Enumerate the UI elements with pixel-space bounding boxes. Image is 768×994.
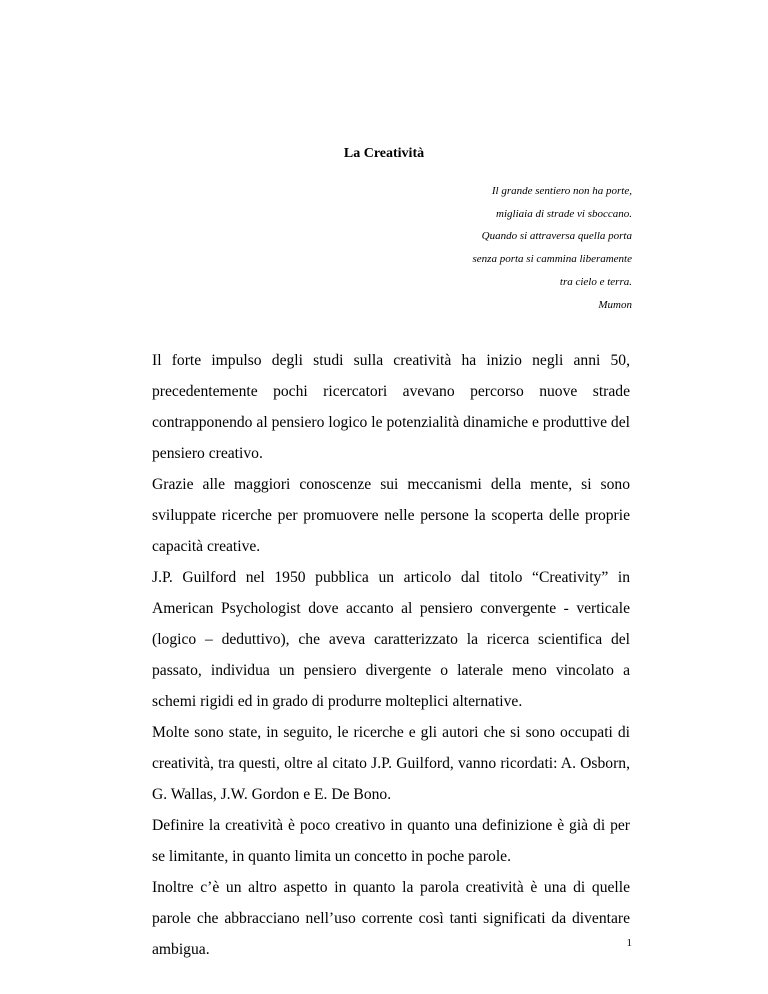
epigraph-line: Il grande sentiero non ha porte,	[491, 185, 632, 197]
paragraph-text: contrapponendo al pensiero logico le potenzialità dinamiche e produttive del pensiero creativo.	[152, 414, 630, 462]
epigraph-line: senza porta si cammina liberamente	[472, 253, 632, 266]
epigraph-line: migliaia di strade vi sboccano.	[496, 207, 632, 220]
paragraph-line: Il forte impulso degli studi sulla creatività ha inizio negli anni 50,	[152, 352, 630, 369]
paragraph: Molte sono state, in seguito, le ricerche e gli autori che si sono occupati di creatività, tra questi, oltre al citato J.P. Guilford, vanno ricordati: A. Osborn, G. Wallas, J.W. Gordon e E. De Bono.	[152, 724, 630, 803]
epigraph-line: Quando si attraversa quella porta	[481, 230, 632, 243]
page-number: 1	[626, 937, 632, 949]
paragraph: Definire la creatività è poco creativo in quanto una definizione è già di per se limitante, in quanto limita un concetto in poche parole.	[152, 817, 630, 865]
epigraph	[332, 180, 632, 316]
body-text	[152, 345, 630, 965]
paragraph-line: precedentemente pochi ricercatori avevano percorso nuove strade	[152, 383, 630, 400]
paragraph: Grazie alle maggiori conoscenze sui meccanismi della mente, si sono sviluppate ricerche per promuovere nelle persone la scoperta delle proprie capacità creative.	[152, 476, 630, 555]
document-title: La Creatività	[343, 146, 425, 161]
paragraph	[152, 345, 630, 469]
paragraph: J.P. Guilford nel 1950 pubblica un articolo dal titolo “Creativity” in American Psychologist dove accanto al pensiero convergente - verticale (logico – deduttivo), che aveva caratterizzato la ricerca scientifica del passato, individua un pensiero divergente o laterale meno vincolato a schemi rigidi ed in grado di produrre molteplici alternative.	[152, 569, 630, 710]
epigraph-author: Mumon	[598, 298, 632, 311]
epigraph-line: tra cielo e terra.	[559, 275, 632, 288]
paragraph: Inoltre c’è un altro aspetto in quanto la parola creatività è una di quelle parole che abbracciano nell’uso corrente così tanti significati da diventare ambigua.	[152, 879, 630, 958]
